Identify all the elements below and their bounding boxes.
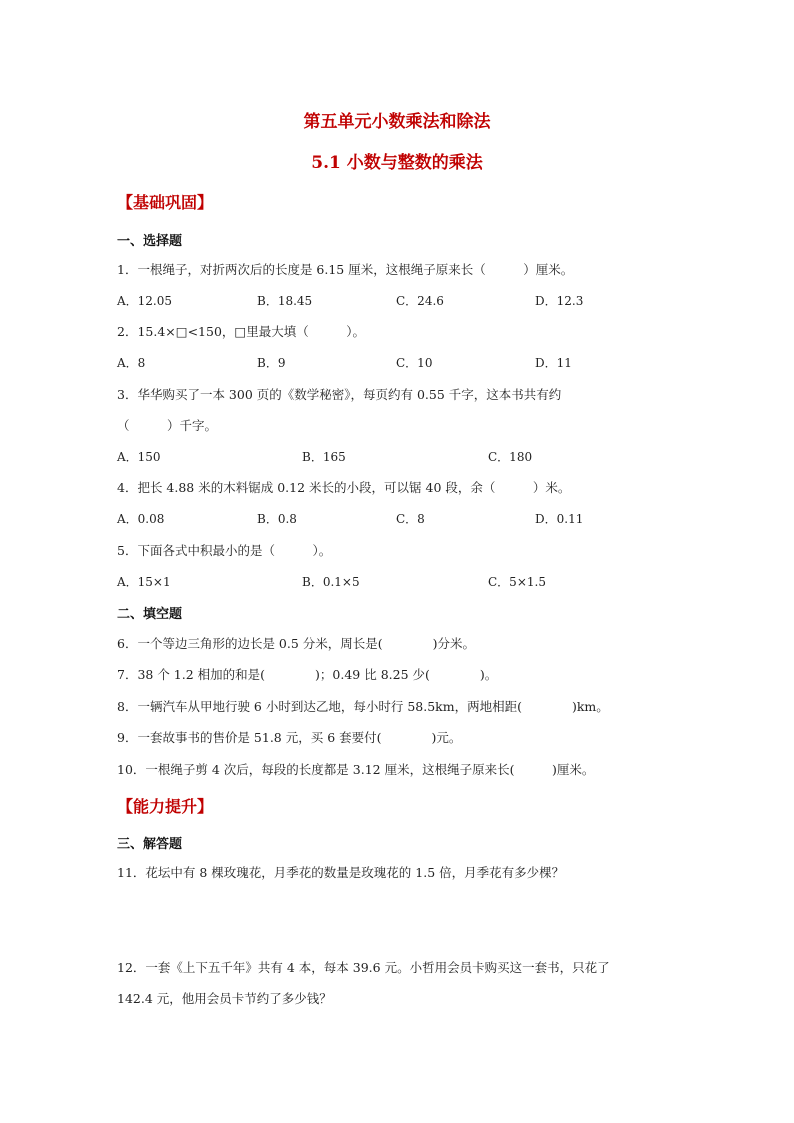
option-c: C．5×1.5 [488,575,546,589]
option-a: A．0.08 [117,512,165,526]
section-advanced: 【能力提升】 [117,797,214,816]
option-b: B．0.1×5 [302,575,360,589]
question-2: 2．15.4×□<150，□里最大填（ ）。 [117,324,365,339]
option-d: D．0.11 [535,512,584,526]
option-a: A．12.05 [117,294,173,308]
page-subtitle: 5.1 小数与整数的乘法 [311,153,483,173]
question-4-options [117,510,717,526]
option-b: B．0.8 [257,512,297,526]
question-1-options [117,292,717,308]
question-3-continued: （ ）千字。 [117,418,218,433]
question-1: 1．一根绳子，对折两次后的长度是 6.15 厘米，这根绳子原来长（ ）厘米。 [117,262,574,277]
question-6: 6．一个等边三角形的边长是 0.5 分米，周长是( )分米。 [117,636,476,651]
question-8: 8．一辆汽车从甲地行驶 6 小时到达乙地，每小时行 58.5km，两地相距( )km。 [117,699,609,714]
question-2-options [117,354,717,370]
question-3-options [117,448,717,464]
question-12-continued: 142.4 元，他用会员卡节约了多少钱？ [117,991,332,1006]
option-a: A．150 [117,450,161,464]
option-c: C．8 [396,512,425,526]
option-c: C．180 [488,450,533,464]
option-c: C．10 [396,356,433,370]
question-9: 9．一套故事书的售价是 51.8 元，买 6 套要付( )元。 [117,730,462,745]
question-11: 11．花坛中有 8 棵玫瑰花，月季花的数量是玫瑰花的 1.5 倍，月季花有多少棵？ [117,865,565,880]
question-12: 12．一套《上下五千年》共有 4 本，每本 39.6 元。小哲用会员卡购买这一套书，只花了 [117,960,610,975]
question-4: 4．把长 4.88 米的木料锯成 0.12 米长的小段，可以锯 40 段，余（ ）米。 [117,480,571,495]
option-a: A．15×1 [117,575,171,589]
question-5: 5．下面各式中积最小的是（ ）。 [117,543,332,558]
option-b: B．18.45 [257,294,313,308]
option-a: A．8 [117,356,146,370]
option-d: D．11 [535,356,572,370]
question-5-options [117,573,717,589]
question-7: 7．38 个 1.2 相加的和是( )；0.49 比 8.25 少( )。 [117,667,498,682]
heading-choice: 一、选择题 [117,234,183,249]
question-10: 10．一根绳子剪 4 次后，每段的长度都是 3.12 厘米，这根绳子原来长( )厘米。 [117,762,595,777]
option-c: C．24.6 [396,294,444,308]
option-b: B．165 [302,450,346,464]
heading-solve: 三、解答题 [117,837,183,852]
question-3: 3．华华购买了一本 300 页的《数学秘密》，每页约有 0.55 千字，这本书共有约 [117,387,562,402]
option-d: D．12.3 [535,294,584,308]
option-b: B．9 [257,356,286,370]
heading-fill: 二、填空题 [117,607,183,622]
page-title: 第五单元小数乘法和除法 [303,112,491,132]
section-basic: 【基础巩固】 [117,193,214,212]
